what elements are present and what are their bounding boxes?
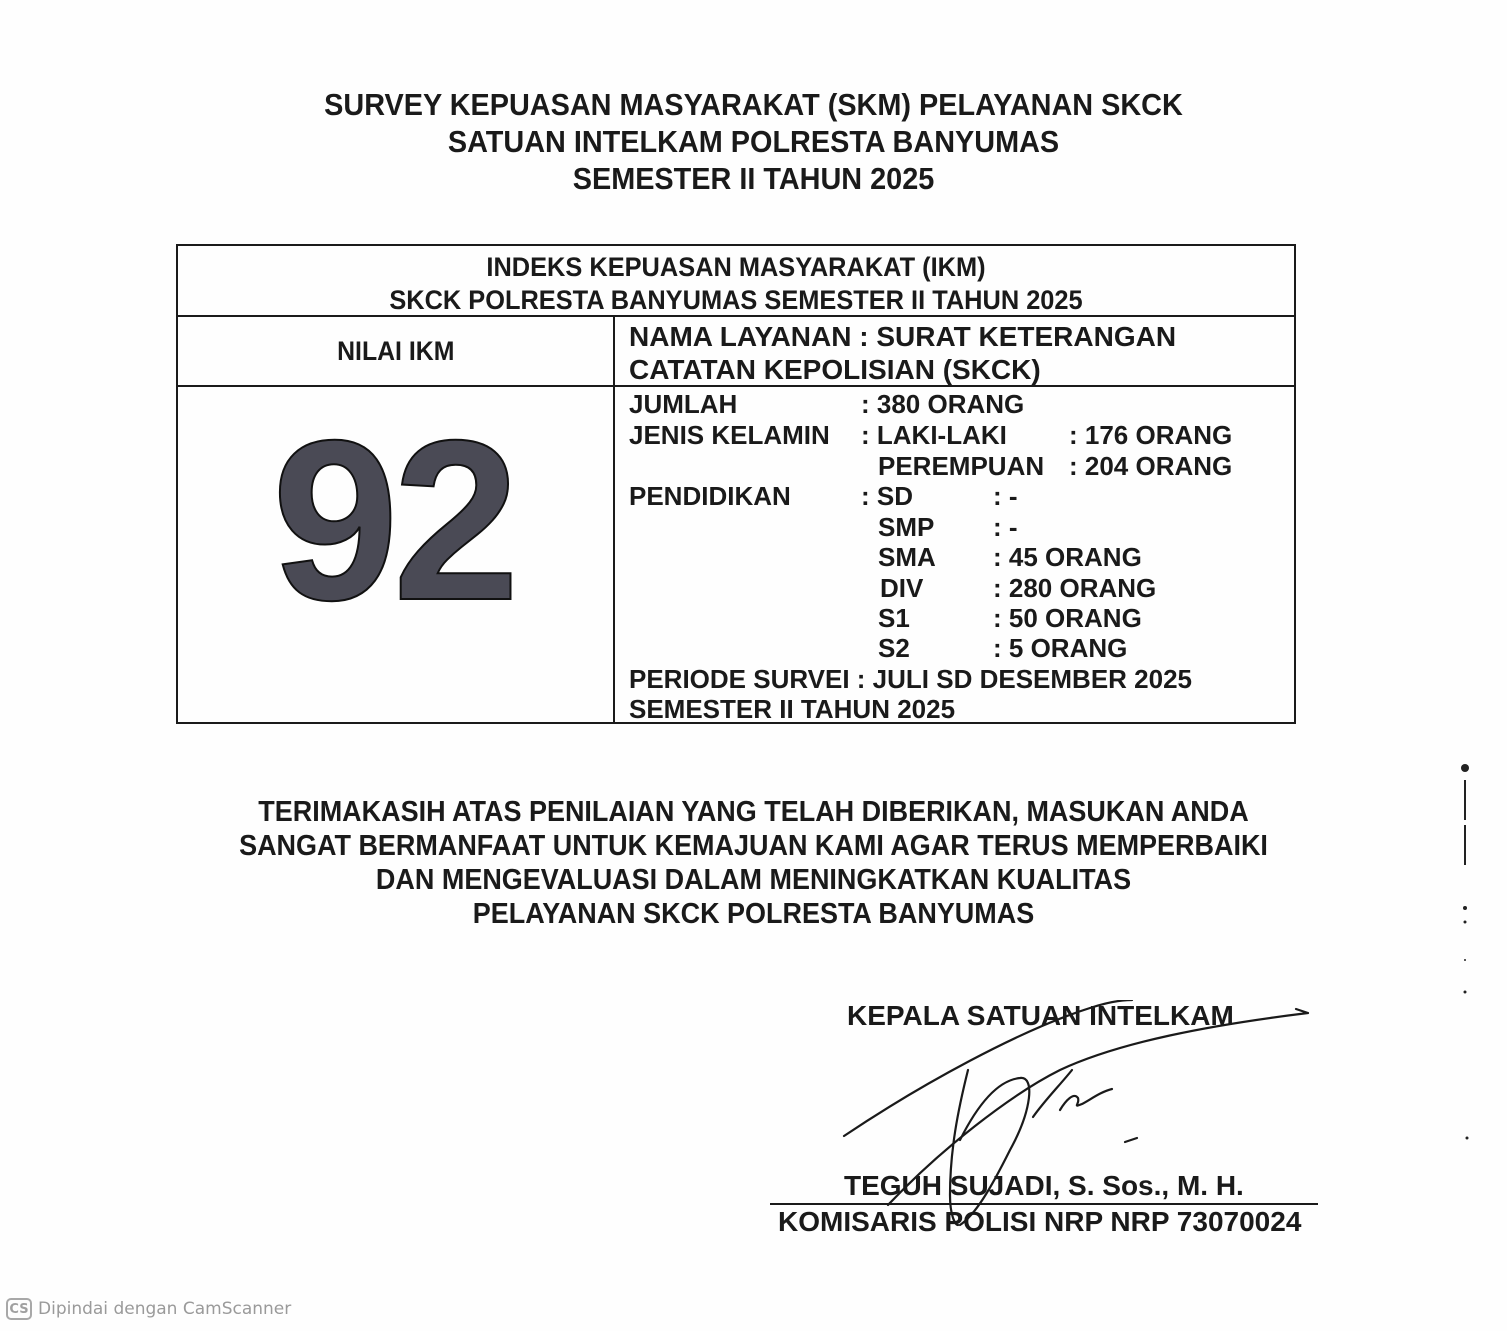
thanks-line-4: PELAYANAN SKCK POLRESTA BANYUMAS [472, 898, 1035, 930]
camscanner-logo-icon: CS [6, 1298, 32, 1320]
nilai-ikm-label [178, 317, 613, 385]
table-column-divider [613, 317, 615, 722]
score-cell [178, 387, 613, 722]
title-line-1: SURVEY KEPUASAN MASYARAKAT (SKM) PELAYANAN SKCK [324, 87, 1183, 122]
edu-div-value: : 280 ORANG [993, 573, 1157, 603]
edu-smp-value: : - [993, 512, 1018, 542]
gender-female-label: PEREMPUAN [878, 451, 1045, 481]
survey-semester: SEMESTER II TAHUN 2025 [629, 694, 956, 724]
edu-s1-value: : 50 ORANG [993, 603, 1142, 633]
ikm-subheader-row [178, 317, 1294, 387]
service-name-label [629, 320, 1289, 386]
scan-specks-icon [1455, 760, 1475, 1150]
nilai-ikm-text: NILAI IKM [336, 335, 455, 366]
jumlah-value: : 380 ORANG [861, 389, 1025, 419]
jenis-kelamin-label: JENIS KELAMIN [629, 420, 830, 450]
thanks-line-1: TERIMAKASIH ATAS PENILAIAN YANG TELAH DIBERIKAN, MASUKAN ANDA [258, 796, 1249, 828]
edu-s2-label: S2 [878, 633, 910, 663]
edu-sma-label: SMA [878, 542, 936, 572]
respondent-details [629, 387, 1294, 722]
edu-s2-value: : 5 ORANG [993, 633, 1128, 663]
title-line-2: SATUAN INTELKAM POLRESTA BANYUMAS [447, 124, 1060, 159]
document-title [53, 86, 1455, 197]
gender-male-label: : LAKI-LAKI [861, 420, 1007, 450]
signatory-name: TEGUH SUJADI, S. Sos., M. H. [844, 1170, 1244, 1201]
signatory-position: KEPALA SATUAN INTELKAM [847, 1000, 1234, 1031]
edu-sd-value: : - [993, 481, 1018, 511]
thanks-line-3: DAN MENGEVALUASI DALAM MENINGKATKAN KUALITAS [375, 864, 1132, 896]
watermark-text: Dipindai dengan CamScanner [38, 1299, 292, 1319]
gender-male-value: : 176 ORANG [1069, 420, 1233, 450]
thank-you-message [0, 795, 1507, 931]
signature-block [760, 1000, 1360, 1240]
edu-sd-label: : SD [861, 481, 913, 511]
camscanner-watermark [6, 1298, 291, 1320]
pendidikan-label: PENDIDIKAN [629, 481, 791, 511]
edu-smp-label: SMP [878, 512, 935, 542]
title-line-3: SEMESTER II TAHUN 2025 [572, 161, 935, 196]
gender-female-value: : 204 ORANG [1069, 451, 1233, 481]
service-name-line-1: NAMA LAYANAN : SURAT KETERANGAN [629, 321, 1177, 352]
signatory-rank: KOMISARIS POLISI NRP NRP 73070024 [778, 1206, 1302, 1237]
service-name-line-2: CATATAN KEPOLISIAN (SKCK) [629, 354, 1041, 385]
edu-s1-label: S1 [878, 603, 910, 633]
edu-div-label: DIV [880, 573, 924, 603]
thanks-line-2: SANGAT BERMANFAAT UNTUK KEMAJUAN KAMI AGAR TERUS MEMPERBAIKI [239, 830, 1268, 862]
edu-sma-value: : 45 ORANG [993, 542, 1142, 572]
ikm-score: 92 [272, 394, 514, 648]
ikm-header-line-2: SKCK POLRESTA BANYUMAS SEMESTER II TAHUN 2025 [389, 285, 1083, 315]
signature-underline [770, 1203, 1318, 1205]
ikm-table-header [178, 246, 1294, 317]
survey-period: PERIODE SURVEI : JULI SD DESEMBER 2025 [629, 664, 1193, 694]
ikm-header-line-1: INDEKS KEPUASAN MASYARAKAT (IKM) [486, 252, 986, 282]
jumlah-label: JUMLAH [629, 389, 738, 419]
ikm-table [176, 244, 1296, 724]
